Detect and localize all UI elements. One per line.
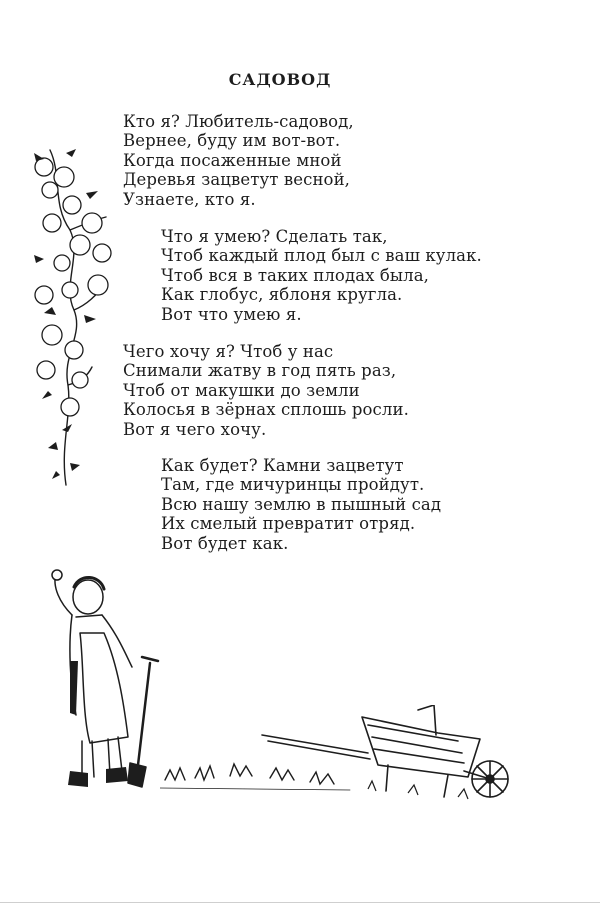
poem-line: Их смелый превратит отряд. — [161, 514, 416, 534]
stanza-1 — [123, 112, 354, 209]
poem-line: Когда посаженные мной — [123, 150, 342, 170]
poem-line: Вот будет как. — [161, 533, 289, 553]
stanza-3 — [123, 342, 409, 439]
poem-line: Вот что умею я. — [161, 304, 302, 324]
poem-line: Как будет? Камни зацветут — [161, 456, 404, 475]
poem-line: Колосья в зёрнах сплошь росли. — [123, 400, 409, 420]
apple-branch-illustration — [22, 145, 122, 495]
poem-line: Кто я? Любитель-садовод, — [123, 112, 354, 131]
boy-gardener-illustration — [30, 565, 180, 800]
wheelbarrow-illustration — [258, 705, 520, 805]
poem-line: Снимали жатву в год пять раз, — [123, 361, 397, 381]
poem-line: Всю нашу землю в пышный сад — [161, 494, 442, 514]
poem-line: Чтоб вся в таких плодах была, — [161, 265, 430, 285]
poem-line: Узнаете, кто я. — [123, 189, 256, 209]
poem-line: Вот я чего хочу. — [123, 419, 267, 439]
page-bottom-edge — [0, 902, 600, 903]
poem-line: Вернее, буду им вот-вот. — [123, 131, 341, 151]
stanza-4 — [161, 456, 441, 553]
poem-line: Чтоб каждый плод был с ваш кулак. — [161, 246, 482, 266]
poem-line: Чтоб от макушки до земли — [123, 380, 360, 400]
poem-line: Что я умею? Сделать так, — [161, 227, 388, 246]
poem-title: САДОВОД — [228, 70, 332, 89]
poem-line: Чего хочу я? Чтоб у нас — [123, 342, 334, 361]
poem-line: Там, где мичуринцы пройдут. — [161, 475, 425, 495]
poem-line: Как глобус, яблоня кругла. — [161, 285, 403, 305]
poem-line: Деревья зацветут весной, — [123, 170, 351, 190]
stanza-2 — [161, 227, 482, 324]
